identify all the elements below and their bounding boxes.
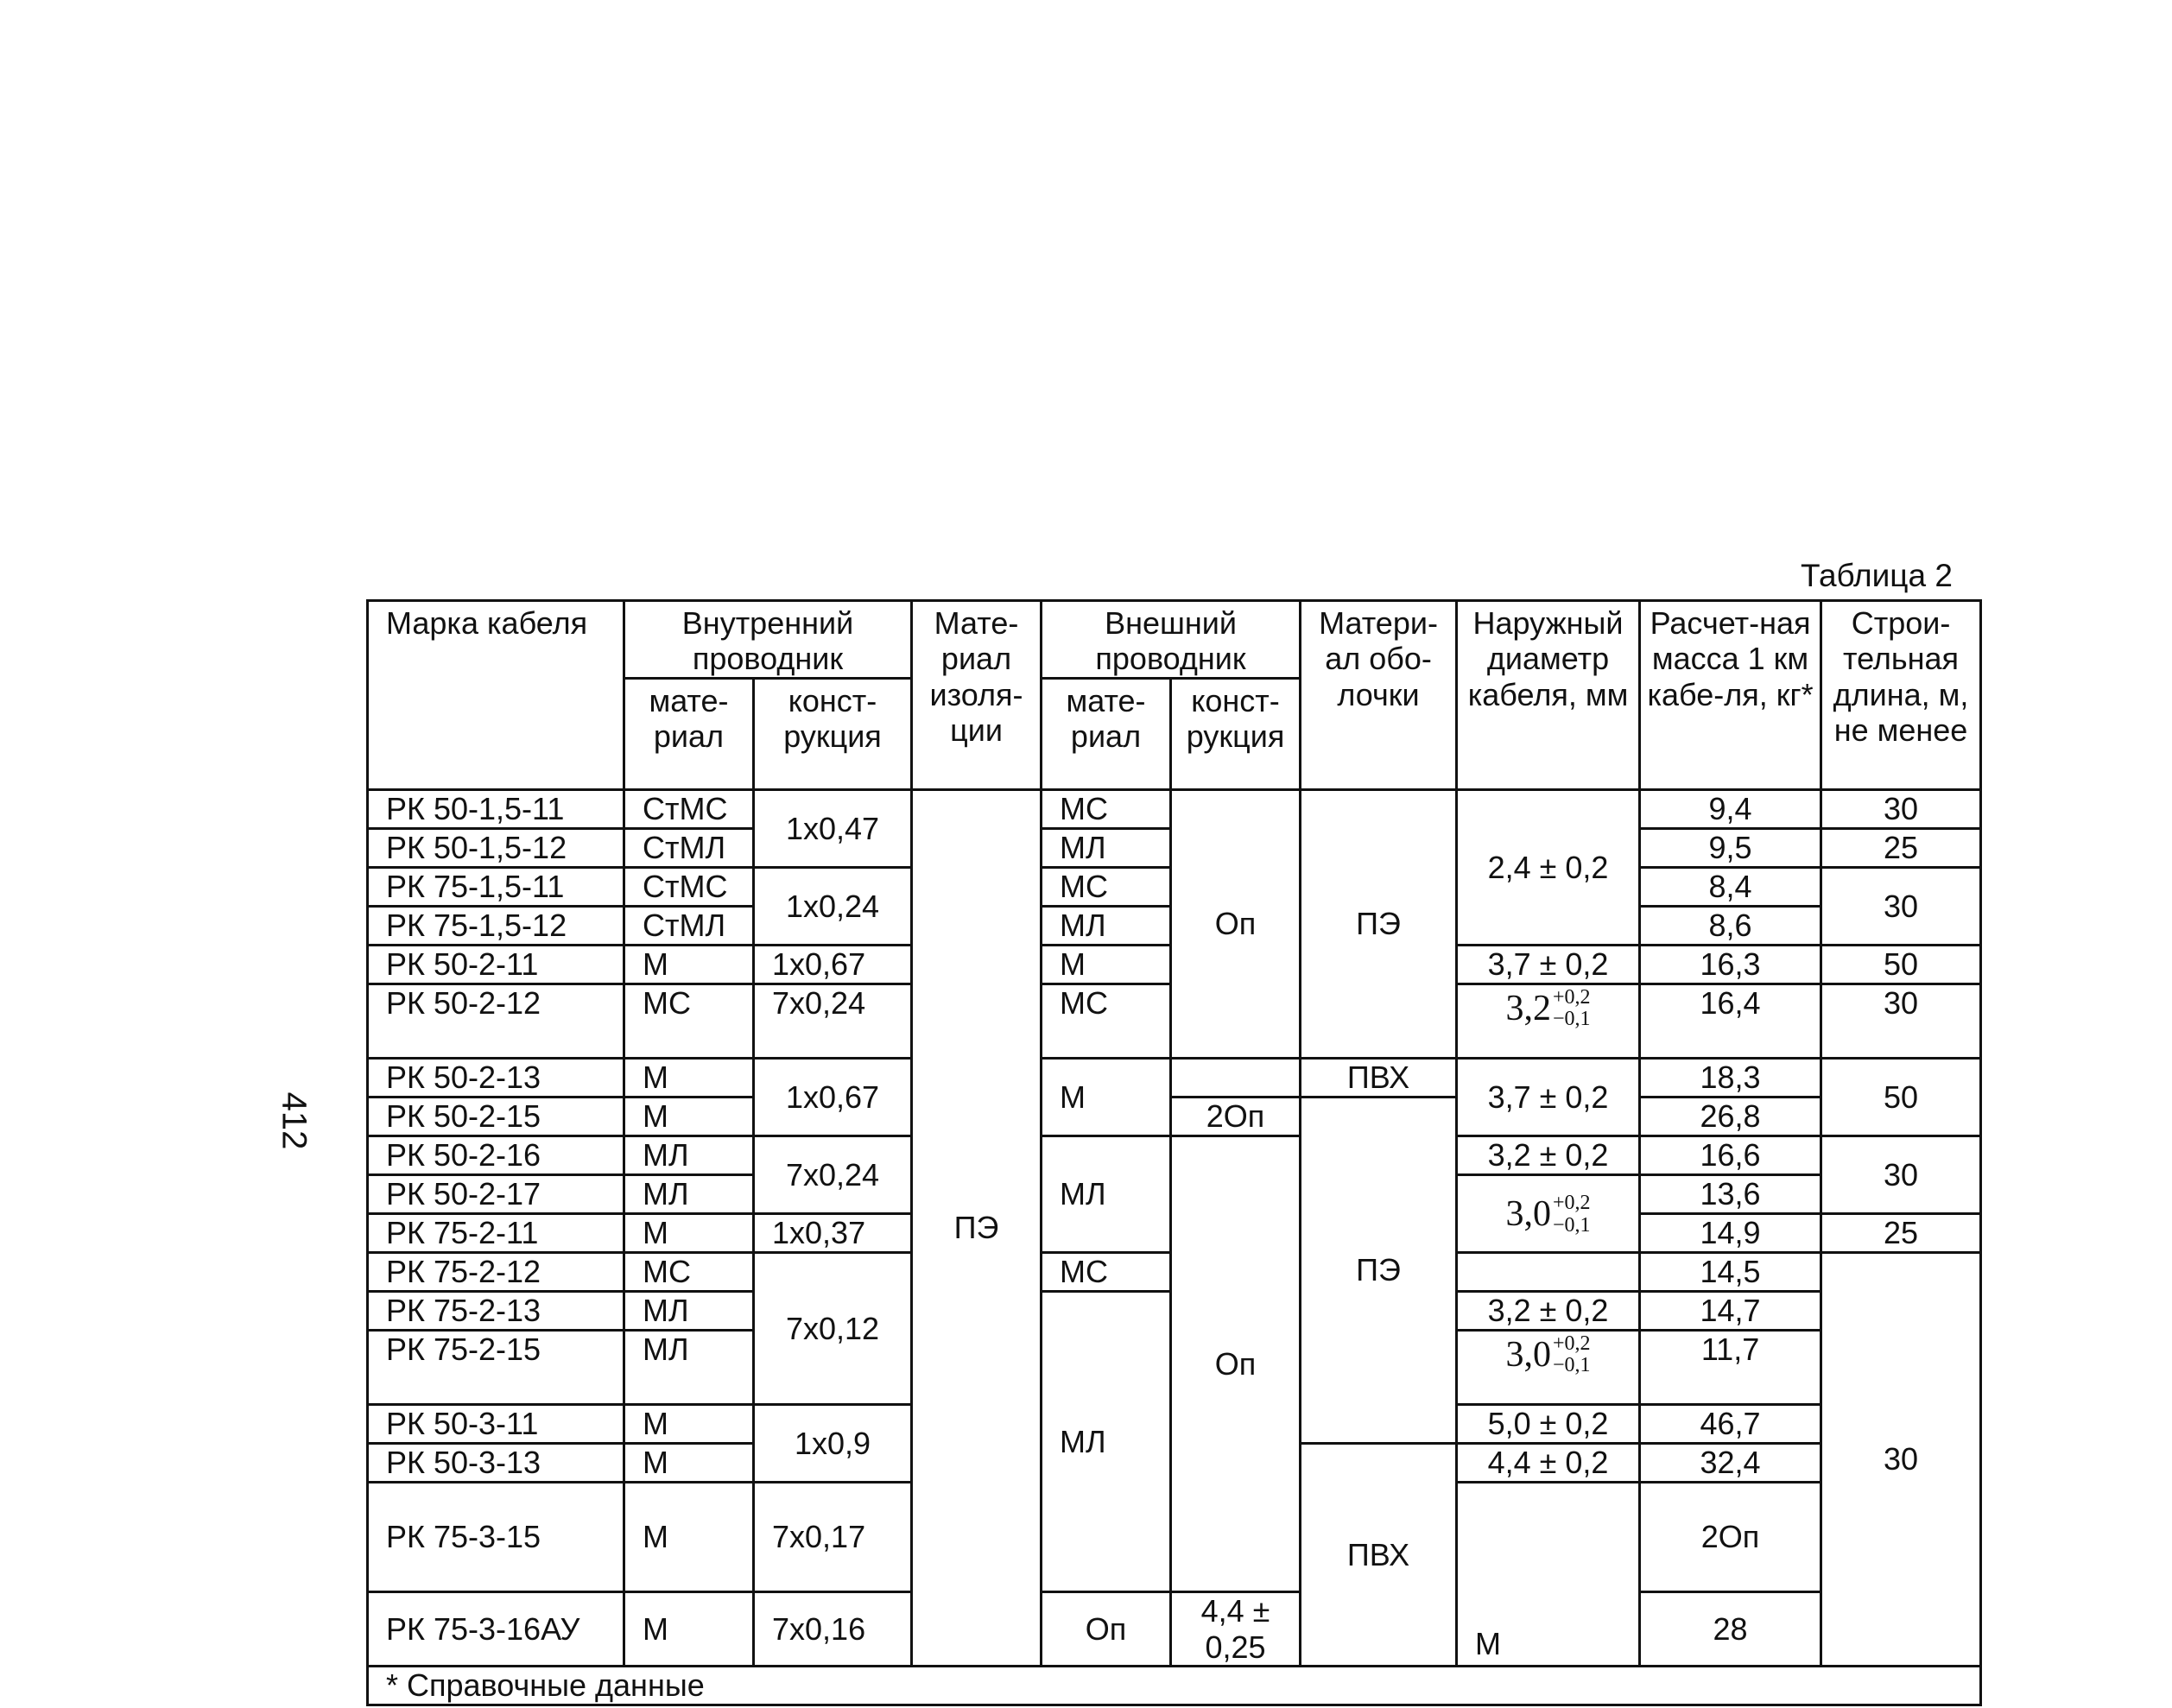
cell-diameter [1457,1175,1640,1253]
cell-diameter: 4,4 ± 0,2 [1457,1444,1640,1483]
cell-brand: РК 50-2-12 [368,984,624,1059]
cell-brand: РК 75-3-16АУ [368,1592,624,1667]
header-mass: Расчет-ная масса 1 км кабе-ля, кг* [1640,601,1821,790]
table-caption: Таблица 2 [1801,558,1953,593]
header-insulation: Мате-риал изоля-ции [912,601,1042,790]
header-outer-construction: конст-рукция [1171,679,1301,790]
cell-length: 30 [1821,1253,1981,1667]
cell-inner-material: МЛ [624,1331,754,1405]
table-row [368,790,1981,829]
footnote: * Справочные данные [368,1666,1981,1705]
cell-outer-construction: 2Оп [1640,1483,1821,1592]
tolerance-diameter: 3,0 +0,2 −0,1 [1505,1192,1591,1237]
cell-diameter [1457,1331,1640,1405]
cell-length: 50 [1821,1059,1981,1136]
table-row [368,1592,1981,1667]
header-inner-conductor: Внутренний проводник [624,601,912,679]
cell-inner-material: М [624,1098,754,1136]
cell-sheath: ПВХ [1301,1444,1457,1667]
cell-outer-material: МЛ [1042,907,1171,946]
cell-inner-material: МЛ [624,1136,754,1175]
header-diameter: Наружный диаметр кабеля, мм [1457,601,1640,790]
cell-outer-material: МС [1042,790,1171,829]
cell-outer-material: М [1042,1059,1171,1136]
cell-length: 30 [1821,790,1981,829]
cell-mass: 26,8 [1640,1098,1821,1136]
cell-outer-construction: 2Оп [1171,1098,1301,1136]
cell-mass: 32,4 [1640,1444,1821,1483]
cell-inner-material: М [624,1444,754,1483]
cell-inner-material: М [624,1483,754,1592]
cell-inner-construction: 1х0,47 [754,790,912,868]
cell-mass: 14,5 [1640,1253,1821,1292]
cell-outer-construction: Оп [1171,790,1301,1059]
cell-outer-material: МС [1042,984,1171,1059]
cell-brand: РК 50-2-16 [368,1136,624,1175]
table-row [368,1098,1981,1136]
cell-brand: РК 50-1,5-12 [368,829,624,868]
cell-brand: РК 50-2-13 [368,1059,624,1098]
cell-brand: РК 50-2-17 [368,1175,624,1214]
cell-brand: РК 50-3-13 [368,1444,624,1483]
cell-mass: 8,6 [1640,907,1821,946]
cell-outer-construction: Оп [1042,1592,1171,1667]
tolerance-diameter: 3,0 +0,2 −0,1 [1505,1332,1591,1377]
cell-diameter: 3,7 ± 0,2 [1457,946,1640,984]
header-outer-material: мате-риал [1042,679,1171,790]
table-row [368,1059,1981,1098]
cell-inner-construction: 1х0,67 [754,1059,912,1136]
page-number: 412 [275,1091,313,1150]
cell-mass: 18,3 [1640,1059,1821,1098]
cell-inner-construction: 1х0,9 [754,1405,912,1483]
cell-outer-material: М [1457,1483,1640,1667]
cell-mass: 14,7 [1640,1292,1821,1331]
cell-inner-construction: 7х0,24 [754,984,912,1059]
cell-inner-material: М [624,1592,754,1667]
cell-inner-construction: 7х0,24 [754,1136,912,1214]
cell-inner-construction: 1х0,24 [754,868,912,946]
cell-diameter: 3,2 ± 0,2 [1457,1292,1640,1331]
cell-brand: РК 75-2-13 [368,1292,624,1331]
cell-mass: 13,6 [1640,1175,1821,1214]
cell-brand: РК 75-2-12 [368,1253,624,1292]
cell-inner-material: М [624,1405,754,1444]
cell-outer-construction-empty [1171,1059,1301,1098]
cell-length: 30 [1821,868,1981,946]
cell-brand: РК 50-3-11 [368,1405,624,1444]
header-outer-conductor: Внешний проводник [1042,601,1301,679]
cell-length: 30 [1821,984,1981,1059]
cell-diameter [1457,984,1640,1059]
cell-diameter: 3,7 ± 0,2 [1457,1059,1640,1136]
cell-outer-material: МЛ [1042,1292,1171,1592]
cell-inner-material: СтМЛ [624,829,754,868]
cell-inner-material: МЛ [624,1175,754,1214]
cell-inner-material: СтМС [624,868,754,907]
cell-inner-material: МС [624,984,754,1059]
cell-outer-material: М [1042,946,1171,984]
cell-mass: 16,6 [1640,1136,1821,1175]
cell-inner-construction: 7х0,17 [754,1483,912,1592]
table-row-footnote [368,1666,1981,1705]
cell-inner-material: М [624,946,754,984]
cell-mass: 28 [1640,1592,1821,1667]
cell-brand: РК 50-1,5-11 [368,790,624,829]
cell-inner-material: МС [624,1253,754,1292]
cell-mass: 14,9 [1640,1214,1821,1253]
cell-diameter: 3,2 ± 0,2 [1457,1136,1640,1175]
cell-diameter-empty [1457,1253,1640,1292]
cell-mass: 9,4 [1640,790,1821,829]
cell-mass: 8,4 [1640,868,1821,907]
cell-brand: РК 50-2-15 [368,1098,624,1136]
cell-sheath: ПВХ [1301,1059,1457,1098]
cell-mass: 9,5 [1640,829,1821,868]
cell-mass: 16,3 [1640,946,1821,984]
cell-brand: РК 75-2-11 [368,1214,624,1253]
cell-inner-construction: 7х0,12 [754,1253,912,1405]
cell-outer-material: МС [1042,1253,1171,1292]
table-row [368,1136,1981,1175]
cell-diameter: 2,4 ± 0,2 [1457,790,1640,946]
cell-inner-construction: 1х0,37 [754,1214,912,1253]
cell-outer-material: МЛ [1042,1136,1171,1253]
tolerance-diameter: 3,2 +0,2 −0,1 [1505,986,1591,1031]
cell-brand: РК 75-1,5-12 [368,907,624,946]
header-sheath: Матери-ал обо-лочки [1301,601,1457,790]
cell-mass: 46,7 [1640,1405,1821,1444]
cell-inner-construction: 7х0,16 [754,1592,912,1667]
cell-brand: РК 50-2-11 [368,946,624,984]
header-length: Строи-тельная длина, м, не менее [1821,601,1981,790]
cell-brand: РК 75-2-15 [368,1331,624,1405]
cell-length: 50 [1821,946,1981,984]
cell-inner-material: М [624,1214,754,1253]
cell-outer-material: МЛ [1042,829,1171,868]
cell-inner-material: СтМЛ [624,907,754,946]
cell-outer-material: МС [1042,868,1171,907]
cell-outer-construction: Оп [1171,1136,1301,1592]
cell-diameter: 4,4 ± 0,25 [1171,1592,1301,1667]
cell-insulation: ПЭ [912,790,1042,1667]
header-inner-material: мате-риал [624,679,754,790]
header-inner-construction: конст-рукция [754,679,912,790]
cell-length: 25 [1821,829,1981,868]
cell-diameter: 5,0 ± 0,2 [1457,1405,1640,1444]
cell-brand: РК 75-3-15 [368,1483,624,1592]
cell-inner-construction: 1х0,67 [754,946,912,984]
cell-inner-material: МЛ [624,1292,754,1331]
cell-length: 30 [1821,1136,1981,1214]
cell-mass: 11,7 [1640,1331,1821,1405]
cell-mass: 16,4 [1640,984,1821,1059]
cell-sheath: ПЭ [1301,790,1457,1059]
cell-inner-material: СтМС [624,790,754,829]
cable-table [366,599,1982,1706]
cell-inner-material: М [624,1059,754,1098]
cell-brand: РК 75-1,5-11 [368,868,624,907]
header-brand: Марка кабеля [368,601,624,790]
cell-length: 25 [1821,1214,1981,1253]
cell-sheath: ПЭ [1301,1098,1457,1444]
